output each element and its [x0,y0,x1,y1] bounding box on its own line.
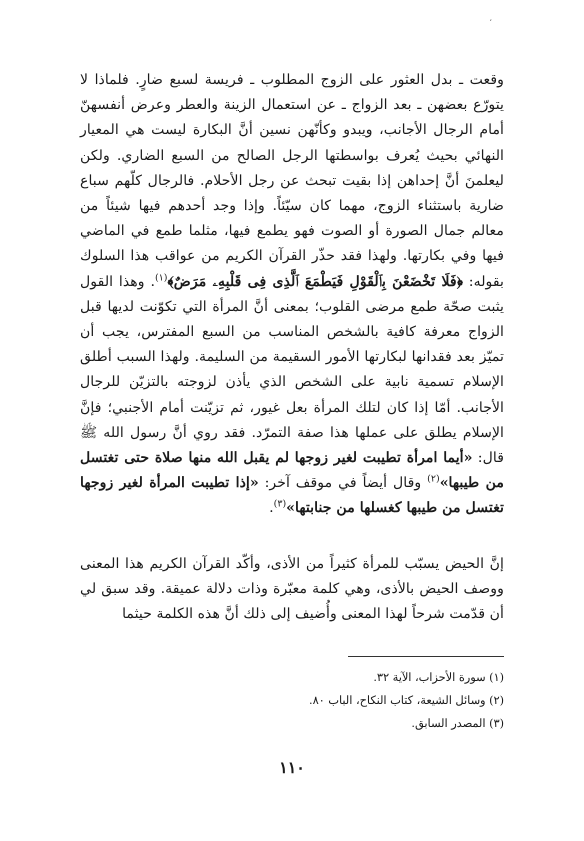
quran-verse: ﴿فَلَا تَخْضَعْنَ بِٱلْقَوْلِ فَيَطْمَعَ ٱلَّذِى فِى قَلْبِهِۦ مَرَضٌ﴾ [167,273,463,290]
body-text [80,68,504,627]
footnote-ref-1: (١) [154,271,168,283]
text-run: إنَّ الحيض يسبّب للمرأة كثيراً من الأذى، وأكّد القرآن الكريم هذا المعنى ووصف الحيض بالأذى، وهي كلمة معبّرة وذات دلالة عميقة. وقد سبق لي أن قدّمت شرحاً لهذا المعنى وأُضيف إلى ذلك أنَّ هذه الكلمة حيثما [80,555,504,623]
footnote-1: (١) سورة الأحزاب، الآية ٣٢. [373,671,504,684]
footnote-ref-3: (٣) [273,498,287,510]
footnote-divider [348,656,504,657]
hadith-2: «إذا تطيبت المرأة لغير زوجها تغتسل من طيبها كغسلها من جنابتها» [80,475,504,517]
footnote-ref-2: (٢) [427,473,440,485]
paragraph-2 [80,552,504,628]
text-run: وقعت ـ بدل العثور على الزوج المطلوب ـ فريسة لسبع ضارٍ. فلماذا لا يتورّع بعضهن ـ بعد الزواج ـ عن استعمال الزينة والعطر وعرض أنفسهنّ أمام الرجال الأجانب، ويبدو وكأنّهن نسين أنَّ البكارة ليست هي المعيار النهائي بحيث يُعرف بواسطتها الرجل الصالح من السبع الضاري. ولكن ليعلمنَ أنَّ إحداهن إذا بقيت تبحث عن رجل الأحلام. فالرجال كلّهم سباع ضارية باستثناء الزوج، مهما كان سيّئاً. وإذا وجد أحدهم فيها شيئاً من معالم جمال الصورة أو الصوت فهو يطمع فيها، مثلما طمع في الماضي فيها وفي بكارتها. ولهذا فقد حذّر القرآن الكريم من عواقب هذا السلوك بقوله: [80,72,504,290]
text-run: . [269,500,274,517]
hadith-1: «أيما امرأة تطيبت لغير زوجها لم يقبل الله منها صلاة حتى تغتسل من طيبها» [80,450,504,492]
text-run: . وهذا القول يثبت صحّة طمع مرضى القلوب؛ بمعنى أنَّ المرأة التي تكوّنت لديها قبل الزواج معرفة كافية بالشخص المناسب من السبع المفترس، يجب أن تميّز بعد فقدانها لبكارتها الأمور السقيمة من السليمة. ولهذا السبب أطلق الإسلام تسمية نابية على الشخص الذي يأذن لزوجته بالتزيّن للرجال الأجانب. أمّا إذا كان لتلك المرأة بعل غيور، ثم تزيّنت أمام الأجنبي؛ فإنَّ الإسلام يطلق على عملها هذا صفة التمرّد. فقد روي أنَّ رسول الله ﷺ قال: [80,273,504,467]
paragraph-1 [80,68,504,522]
page-number: ١١٠ [279,758,305,777]
text-run: وقال أيضاً في موقف آخر: [258,475,428,492]
footnote-2: (٢) وسائل الشيعة، كتاب النكاح، الباب ٨٠. [308,694,504,707]
footnotes [80,666,504,735]
footnote-3: (٣) المصدر السابق. [411,717,504,730]
top-mark: ، [489,14,492,23]
